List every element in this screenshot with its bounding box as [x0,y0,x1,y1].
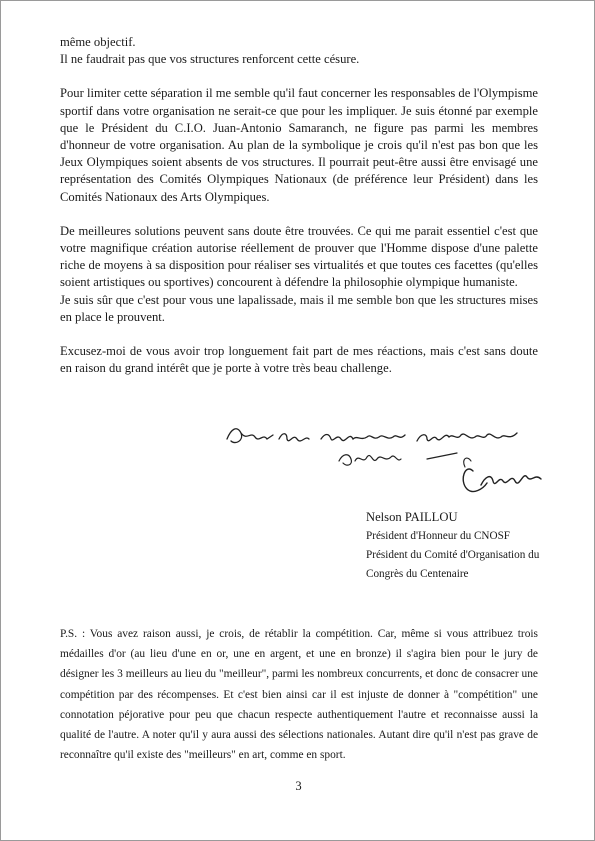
signer-block [366,508,586,584]
paragraph: Pour limiter cette séparation il me semble qu'il faut concerner les responsables de l'Olympisme sportif dans votre organisation ne serait-ce que pour les impliquer. Je suis étonné par exemple que le Président du C.I.O. Juan-Antonio Samaranch, ne figure pas parmi les membres d'honneur de votre organisation. Au plan de la symbolique je crois qu'il n'est pas bon que les Jeux Olympiques soient absents de vos structures. Il pourrait peut-être aussi être envisagé une représentation des Comités Olympiques Nationaux (de préférence leur Président) dans les Comités Nationaux des Arts Olympiques. [60,86,538,204]
text-line: Il ne faudrait pas que vos structures renforcent cette césure. [60,52,360,67]
text-line: même objectif. [60,35,136,49]
signer-title: Président du Comité d'Organisation du [366,549,540,561]
signer-title: Congrès du Centenaire [366,568,469,580]
signer-name: Nelson PAILLOU [366,510,458,524]
postscript-text: P.S. : Vous avez raison aussi, je crois, de rétablir la compétition. Car, même si vous attribuez trois médailles d'or (au lieu d'une en or, une en argent, et une en bronze) il s'agira bien pour le jury de désigner les 3 meilleurs au lieu du "meilleur", parmi les nombreux concurrents, et donc de consacrer une compétition par des récompenses. Et c'est bien ainsi car il est injuste de donner à "compétition" une connotation péjorative pour peu que chacun respecte authentiquement l'autre et reconnaisse aussi la qualité de l'autre. A noter qu'il y aura aussi des sélections nationales. Autant dire qu'il n'est pas grave de reconnaître qu'il existe des "meilleurs" en art, comme en sport. [60,628,538,762]
paragraph: Je suis sûr que c'est pour vous une lapalissade, mais il me semble bon que les structures mises en place le prouvent. [60,292,538,324]
page-number: 3 [295,779,302,793]
signer-title: Président d'Honneur du CNOSF [366,530,511,542]
paragraph: Excusez-moi de vous avoir trop longuement fait part de mes réactions, mais c'est sans doute en raison du grand intérêt que je porte à votre très beau challenge. [60,344,538,376]
paragraph: De meilleures solutions peuvent sans doute être trouvées. Ce qui me parait essentiel c'est que votre magnifique création autorise réellement de prouver que l'Homme dispose d'une palette riche de moyens à sa disposition pour réaliser ses virtualités et que toutes ces facettes (qu'elles soient artistiques ou sportives) concourent à défendre la philosophie olympique humaniste. [60,223,538,290]
postscript [60,624,538,765]
handwritten-signature [221,411,551,511]
letter-body [60,34,538,377]
